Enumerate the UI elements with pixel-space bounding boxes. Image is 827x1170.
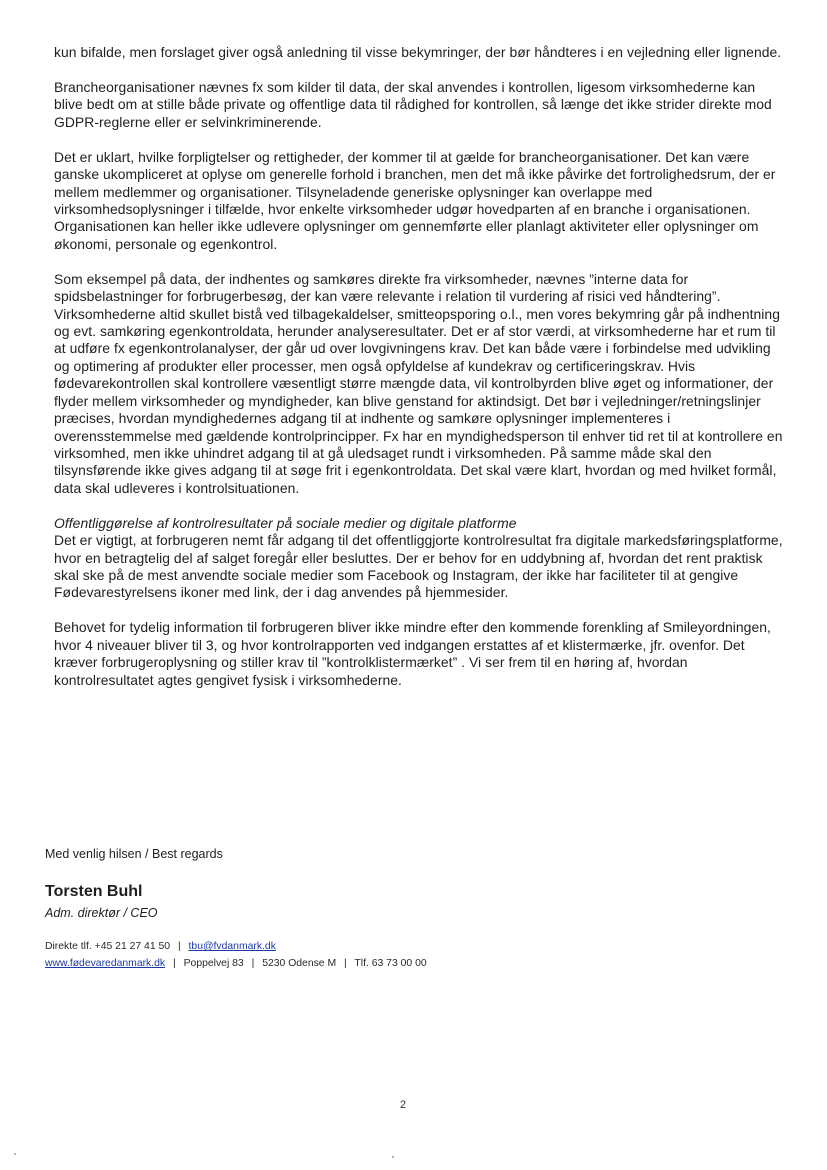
- separator: |: [177, 941, 181, 952]
- signature-title: Adm. direktør / CEO: [45, 906, 158, 920]
- separator: |: [173, 958, 176, 969]
- section-paragraph: Det er vigtigt, at forbrugeren nemt får adgang til det offentliggjorte kontrolresultat fra digitale markedsføringsplatforme, hvor en betragtelig del af salget foregår eller besluttes. Der er behov for en uddybning af, hvordan det rent praktisk skal ske på de mest anvendte sociale medier som Facebook og Instagram, der ikke har faciliteter til at gengive Fødevarestyrelsens ikoner med link, der i dag anvendes på hjemmesider.: [54, 532, 783, 601]
- address-city: 5230 Odense M: [262, 958, 337, 969]
- direct-phone: Direkte tlf. +45 21 27 41 50: [45, 941, 171, 952]
- separator: |: [344, 958, 347, 969]
- address-street: Poppelvej 83: [183, 958, 244, 969]
- section-heading: Offentliggørelse af kontrolresultater på sociale medier og digitale platforme: [54, 514, 517, 531]
- page-number: 2: [400, 1099, 407, 1111]
- scan-speck: [14, 1153, 16, 1155]
- contact-line-company: [45, 957, 805, 971]
- letter-body: [54, 44, 784, 707]
- company-phone: Tlf. 63 73 00 00: [354, 958, 427, 969]
- body-paragraph: Det er uklart, hvilke forpligtelser og rettigheder, der kommer til at gælde for brancheorganisationer. Det kan være ganske ukompliceret at oplyse om generelle forhold i branchen, men det må ikke påvirke det fortrolighedsrum, der er mellem medlemmer og organisationer. Tilsyneladende generiske oplysninger kan overlappe med virksomhedsoplysninger i tilfælde, hvor enkelte virksomheder udgør hovedparten af en branche i organisationen. Organisationen kan heller ikke udlevere oplysninger om gennemførte eller planlagt aktiviteter eller oplysninger om økonomi, personale og egenkontrol.: [54, 148, 776, 252]
- scan-speck: [392, 1156, 394, 1158]
- closing-salutation: Med venlig hilsen / Best regards: [45, 847, 223, 861]
- section-paragraph: Behovet for tydelig information til forbrugeren bliver ikke mindre efter den kommende forenkling af Smileyordningen, hvor 4 niveauer bliver til 3, og hvor kontrolrapporten ved indgangen erstattes af et klistermærke, jfr. ovenfor. Det kræver forbrugeroplysning og stiller krav til ”kontrolklistermærket” . Vi ser frem til en høring af, hvordan kontrolresultatet agtes gengivet fysisk i virksomhederne.: [54, 619, 771, 688]
- body-paragraph: Brancheorganisationer nævnes fx som kilder til data, der skal anvendes i kontrollen, ligesom virksomhederne kan blive bedt om at stille både private og offentlige data til rådighed for kontrollen, så længe det ikke strider direkte mod GDPR-reglerne eller er selvinkriminerende.: [54, 79, 772, 130]
- contact-line-direct: [45, 940, 805, 954]
- website-link[interactable]: www.fødevaredanmark.dk: [45, 958, 166, 969]
- signature-name: Torsten Buhl: [45, 883, 143, 900]
- email-link[interactable]: tbu@fvdanmark.dk: [188, 941, 276, 952]
- body-paragraph: kun bifalde, men forslaget giver også anledning til visse bekymringer, der bør håndteres i en vejledning eller lignende.: [54, 44, 782, 60]
- separator: |: [251, 958, 255, 969]
- body-paragraph: Som eksempel på data, der indhentes og samkøres direkte fra virksomheder, nævnes ”interne data for spidsbelastninger for forbrugerbesøg, der kan være relevante i relation til vurdering af risici ved håndtering”. Virksomhederne altid skullet bistå ved tilbagekaldelser, smitteopsporing o.l., men vores bekymring går på indhentning og evt. samkøring egenkontroldata, herunder analyseresultater. Det er af stor værdi, at virksomhederne har et rum til at udføre fx egenkontrolanalyser, der går ud over lovgivningens krav. Det kan både være i forbindelse med udvikling og optimering af produkter eller processer, men også opfyldelse af kundekrav og certificeringskrav. Hvis fødevarekontrollen skal kontrollere væsentligt større mængde data, vil kontrolbyrden blive øget og informationer, der flyder mellem virksomheder og myndigheder, kan blive genstand for aktindsigt. Det bør i vejledninger/retningslinjer præcises, hvordan myndighedernes adgang til at indhente og samkøre oplysninger implementeres i overensstemmelse med gældende kontrolprincipper. Fx har en myndighedsperson til enhver tid ret til at kontrollere en virksomhed, men ikke uhindret adgang til at gå uledsaget rundt i virksomheden. På samme måde skal den tilsynsførende ikke gives adgang til at søge frit i egenkontroldata. Det skal være klart, hvordan og med hvilket formål, data skal udleveres i kontrolsituationen.: [54, 270, 783, 496]
